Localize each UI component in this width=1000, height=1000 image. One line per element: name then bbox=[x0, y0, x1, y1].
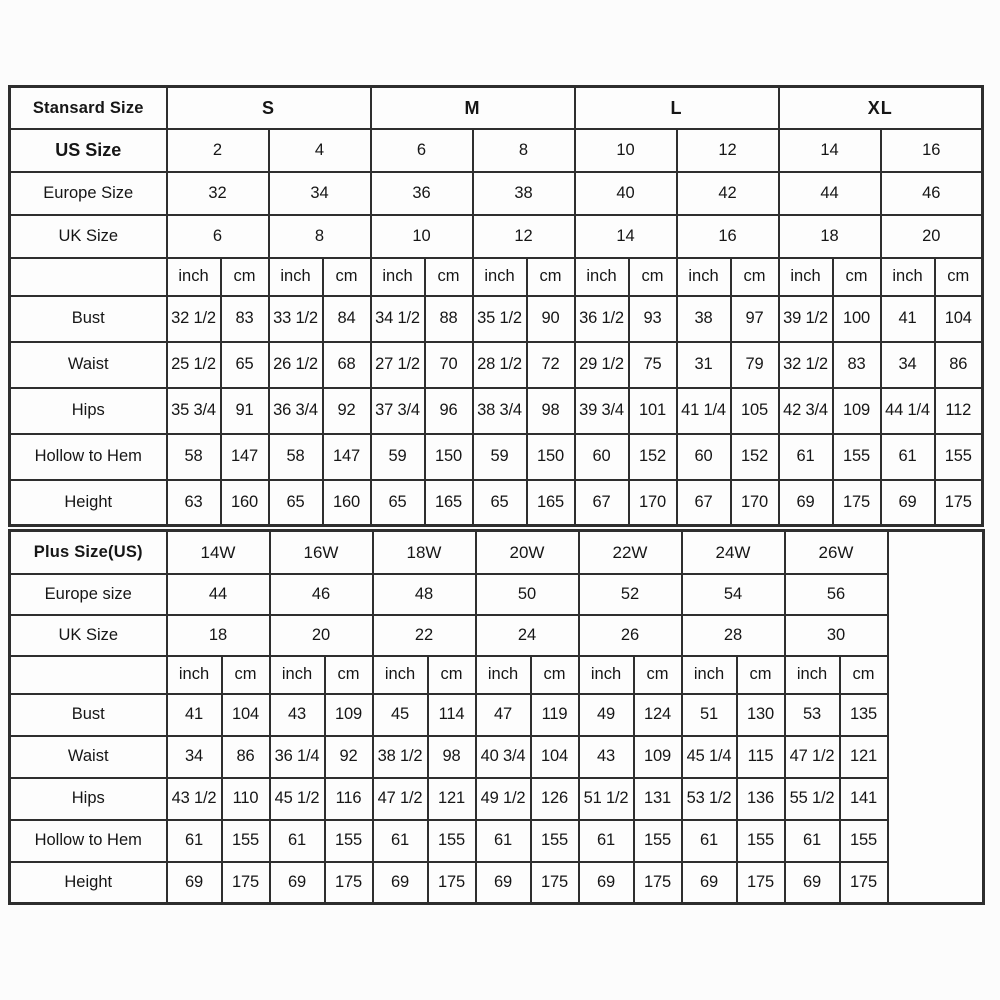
unit-inch-cell: inch bbox=[167, 656, 222, 694]
measurement-value-cell: 43 1/2 bbox=[167, 778, 222, 820]
blank-corner-cell bbox=[10, 258, 167, 296]
size-value-cell: 26 bbox=[579, 615, 682, 656]
measurement-value-cell: 61 bbox=[167, 820, 222, 862]
measurement-value-cell: 165 bbox=[527, 480, 575, 526]
measurement-value-cell: 175 bbox=[833, 480, 881, 526]
size-group-cell: 22W bbox=[579, 531, 682, 574]
size-value-cell: 44 bbox=[779, 172, 881, 215]
measurement-value-cell: 42 3/4 bbox=[779, 388, 833, 434]
measurement-value-cell: 58 bbox=[167, 434, 221, 480]
measurement-value-cell: 36 1/4 bbox=[270, 736, 325, 778]
unit-inch-cell: inch bbox=[373, 656, 428, 694]
unit-cm-cell: cm bbox=[840, 656, 888, 694]
measurement-value-cell: 65 bbox=[371, 480, 425, 526]
measurement-value-cell: 155 bbox=[428, 820, 476, 862]
size-value-cell: 6 bbox=[167, 215, 269, 258]
measurement-value-cell: 45 1/4 bbox=[682, 736, 737, 778]
measurement-value-cell: 104 bbox=[531, 736, 579, 778]
measurement-value-cell: 92 bbox=[323, 388, 371, 434]
unit-cm-cell: cm bbox=[935, 258, 983, 296]
measurement-value-cell: 55 1/2 bbox=[785, 778, 840, 820]
unit-inch-cell: inch bbox=[270, 656, 325, 694]
measurement-value-cell: 69 bbox=[881, 480, 935, 526]
measurement-value-cell: 47 bbox=[476, 694, 531, 736]
measurement-value-cell: 155 bbox=[325, 820, 373, 862]
measurement-value-cell: 175 bbox=[634, 862, 682, 904]
size-group-cell: 24W bbox=[682, 531, 785, 574]
measurement-value-cell: 175 bbox=[531, 862, 579, 904]
size-value-cell: 10 bbox=[575, 129, 677, 172]
measurement-value-cell: 69 bbox=[476, 862, 531, 904]
measurement-value-cell: 175 bbox=[935, 480, 983, 526]
measurement-value-cell: 59 bbox=[473, 434, 527, 480]
measurement-value-cell: 170 bbox=[731, 480, 779, 526]
measurement-value-cell: 109 bbox=[325, 694, 373, 736]
measurement-value-cell: 44 1/4 bbox=[881, 388, 935, 434]
row-label: Bust bbox=[10, 694, 167, 736]
measurement-value-cell: 59 bbox=[371, 434, 425, 480]
size-value-cell: 16 bbox=[881, 129, 983, 172]
measurement-value-cell: 116 bbox=[325, 778, 373, 820]
row-label: Waist bbox=[10, 736, 167, 778]
unit-inch-cell: inch bbox=[371, 258, 425, 296]
measurement-value-cell: 53 1/2 bbox=[682, 778, 737, 820]
measurement-value-cell: 104 bbox=[222, 694, 270, 736]
measurement-value-cell: 170 bbox=[629, 480, 677, 526]
size-value-cell: 48 bbox=[373, 574, 476, 615]
unit-cm-cell: cm bbox=[325, 656, 373, 694]
measurement-value-cell: 69 bbox=[167, 862, 222, 904]
size-value-cell: 38 bbox=[473, 172, 575, 215]
unit-inch-cell: inch bbox=[269, 258, 323, 296]
measurement-value-cell: 152 bbox=[629, 434, 677, 480]
measurement-value-cell: 69 bbox=[785, 862, 840, 904]
measurement-value-cell: 61 bbox=[881, 434, 935, 480]
size-value-cell: 40 bbox=[575, 172, 677, 215]
size-group-cell: 20W bbox=[476, 531, 579, 574]
measurement-value-cell: 100 bbox=[833, 296, 881, 342]
unit-inch-cell: inch bbox=[677, 258, 731, 296]
measurement-value-cell: 175 bbox=[840, 862, 888, 904]
measurement-value-cell: 114 bbox=[428, 694, 476, 736]
measurement-value-cell: 51 bbox=[682, 694, 737, 736]
measurement-value-cell: 119 bbox=[531, 694, 579, 736]
size-value-cell: 20 bbox=[270, 615, 373, 656]
row-label: Height bbox=[10, 480, 167, 526]
measurement-value-cell: 65 bbox=[269, 480, 323, 526]
row-label: Europe Size bbox=[10, 172, 167, 215]
measurement-value-cell: 38 1/2 bbox=[373, 736, 428, 778]
measurement-value-cell: 136 bbox=[737, 778, 785, 820]
measurement-value-cell: 49 1/2 bbox=[476, 778, 531, 820]
size-value-cell: 30 bbox=[785, 615, 888, 656]
row-label: Height bbox=[10, 862, 167, 904]
measurement-value-cell: 51 1/2 bbox=[579, 778, 634, 820]
size-value-cell: 8 bbox=[473, 129, 575, 172]
size-value-cell: 56 bbox=[785, 574, 888, 615]
measurement-value-cell: 155 bbox=[840, 820, 888, 862]
measurement-value-cell: 109 bbox=[833, 388, 881, 434]
measurement-value-cell: 29 1/2 bbox=[575, 342, 629, 388]
measurement-value-cell: 26 1/2 bbox=[269, 342, 323, 388]
measurement-value-cell: 39 3/4 bbox=[575, 388, 629, 434]
measurement-value-cell: 98 bbox=[428, 736, 476, 778]
measurement-value-cell: 72 bbox=[527, 342, 575, 388]
measurement-value-cell: 175 bbox=[222, 862, 270, 904]
measurement-value-cell: 98 bbox=[527, 388, 575, 434]
row-label: Hollow to Hem bbox=[10, 434, 167, 480]
unit-inch-cell: inch bbox=[881, 258, 935, 296]
empty-column-cell bbox=[888, 531, 984, 904]
size-value-cell: 4 bbox=[269, 129, 371, 172]
size-value-cell: 18 bbox=[167, 615, 270, 656]
measurement-value-cell: 155 bbox=[222, 820, 270, 862]
measurement-value-cell: 135 bbox=[840, 694, 888, 736]
size-value-cell: 46 bbox=[881, 172, 983, 215]
measurement-value-cell: 165 bbox=[425, 480, 473, 526]
measurement-value-cell: 150 bbox=[527, 434, 575, 480]
measurement-value-cell: 38 bbox=[677, 296, 731, 342]
measurement-value-cell: 49 bbox=[579, 694, 634, 736]
measurement-value-cell: 109 bbox=[634, 736, 682, 778]
measurement-value-cell: 61 bbox=[682, 820, 737, 862]
measurement-value-cell: 155 bbox=[935, 434, 983, 480]
measurement-value-cell: 79 bbox=[731, 342, 779, 388]
size-value-cell: 16 bbox=[677, 215, 779, 258]
measurement-value-cell: 65 bbox=[221, 342, 269, 388]
measurement-value-cell: 35 3/4 bbox=[167, 388, 221, 434]
measurement-value-cell: 41 bbox=[881, 296, 935, 342]
measurement-value-cell: 47 1/2 bbox=[373, 778, 428, 820]
measurement-value-cell: 34 1/2 bbox=[371, 296, 425, 342]
unit-inch-cell: inch bbox=[579, 656, 634, 694]
measurement-value-cell: 175 bbox=[428, 862, 476, 904]
measurement-value-cell: 124 bbox=[634, 694, 682, 736]
measurement-value-cell: 28 1/2 bbox=[473, 342, 527, 388]
unit-inch-cell: inch bbox=[476, 656, 531, 694]
measurement-value-cell: 32 1/2 bbox=[779, 342, 833, 388]
row-label: Bust bbox=[10, 296, 167, 342]
blank-corner-cell bbox=[10, 656, 167, 694]
measurement-value-cell: 91 bbox=[221, 388, 269, 434]
measurement-value-cell: 63 bbox=[167, 480, 221, 526]
measurement-value-cell: 147 bbox=[221, 434, 269, 480]
measurement-value-cell: 65 bbox=[473, 480, 527, 526]
measurement-value-cell: 104 bbox=[935, 296, 983, 342]
measurement-value-cell: 35 1/2 bbox=[473, 296, 527, 342]
measurement-value-cell: 31 bbox=[677, 342, 731, 388]
measurement-value-cell: 112 bbox=[935, 388, 983, 434]
measurement-value-cell: 101 bbox=[629, 388, 677, 434]
measurement-value-cell: 105 bbox=[731, 388, 779, 434]
measurement-value-cell: 90 bbox=[527, 296, 575, 342]
measurement-value-cell: 160 bbox=[323, 480, 371, 526]
unit-cm-cell: cm bbox=[737, 656, 785, 694]
measurement-value-cell: 155 bbox=[833, 434, 881, 480]
measurement-value-cell: 69 bbox=[682, 862, 737, 904]
measurement-value-cell: 37 3/4 bbox=[371, 388, 425, 434]
size-group-cell: S bbox=[167, 87, 371, 129]
size-value-cell: 12 bbox=[473, 215, 575, 258]
measurement-value-cell: 152 bbox=[731, 434, 779, 480]
measurement-value-cell: 110 bbox=[222, 778, 270, 820]
measurement-value-cell: 175 bbox=[325, 862, 373, 904]
unit-cm-cell: cm bbox=[531, 656, 579, 694]
size-value-cell: 10 bbox=[371, 215, 473, 258]
unit-inch-cell: inch bbox=[779, 258, 833, 296]
measurement-value-cell: 92 bbox=[325, 736, 373, 778]
size-value-cell: 50 bbox=[476, 574, 579, 615]
measurement-value-cell: 36 3/4 bbox=[269, 388, 323, 434]
measurement-value-cell: 45 1/2 bbox=[270, 778, 325, 820]
measurement-value-cell: 43 bbox=[270, 694, 325, 736]
size-value-cell: 6 bbox=[371, 129, 473, 172]
measurement-value-cell: 41 bbox=[167, 694, 222, 736]
size-group-cell: XL bbox=[779, 87, 983, 129]
measurement-value-cell: 34 bbox=[881, 342, 935, 388]
measurement-value-cell: 60 bbox=[677, 434, 731, 480]
measurement-value-cell: 70 bbox=[425, 342, 473, 388]
size-value-cell: 52 bbox=[579, 574, 682, 615]
size-group-cell: L bbox=[575, 87, 779, 129]
measurement-value-cell: 83 bbox=[221, 296, 269, 342]
unit-cm-cell: cm bbox=[629, 258, 677, 296]
size-value-cell: 28 bbox=[682, 615, 785, 656]
measurement-value-cell: 115 bbox=[737, 736, 785, 778]
measurement-value-cell: 38 3/4 bbox=[473, 388, 527, 434]
row-label: Hollow to Hem bbox=[10, 820, 167, 862]
standard-size-table bbox=[8, 85, 984, 527]
row-label: Waist bbox=[10, 342, 167, 388]
measurement-value-cell: 141 bbox=[840, 778, 888, 820]
measurement-value-cell: 130 bbox=[737, 694, 785, 736]
unit-cm-cell: cm bbox=[634, 656, 682, 694]
measurement-value-cell: 86 bbox=[935, 342, 983, 388]
measurement-value-cell: 27 1/2 bbox=[371, 342, 425, 388]
measurement-value-cell: 25 1/2 bbox=[167, 342, 221, 388]
measurement-value-cell: 147 bbox=[323, 434, 371, 480]
size-value-cell: 42 bbox=[677, 172, 779, 215]
row-label: Hips bbox=[10, 778, 167, 820]
measurement-value-cell: 69 bbox=[579, 862, 634, 904]
measurement-value-cell: 160 bbox=[221, 480, 269, 526]
row-label: US Size bbox=[10, 129, 167, 172]
measurement-value-cell: 39 1/2 bbox=[779, 296, 833, 342]
measurement-value-cell: 121 bbox=[428, 778, 476, 820]
size-value-cell: 14 bbox=[575, 215, 677, 258]
measurement-value-cell: 155 bbox=[634, 820, 682, 862]
measurement-value-cell: 61 bbox=[476, 820, 531, 862]
measurement-value-cell: 84 bbox=[323, 296, 371, 342]
measurement-value-cell: 61 bbox=[373, 820, 428, 862]
size-value-cell: 18 bbox=[779, 215, 881, 258]
measurement-value-cell: 45 bbox=[373, 694, 428, 736]
unit-cm-cell: cm bbox=[221, 258, 269, 296]
measurement-value-cell: 41 1/4 bbox=[677, 388, 731, 434]
size-value-cell: 22 bbox=[373, 615, 476, 656]
unit-inch-cell: inch bbox=[473, 258, 527, 296]
measurement-value-cell: 126 bbox=[531, 778, 579, 820]
size-value-cell: 46 bbox=[270, 574, 373, 615]
row-label: UK Size bbox=[10, 215, 167, 258]
measurement-value-cell: 32 1/2 bbox=[167, 296, 221, 342]
measurement-value-cell: 47 1/2 bbox=[785, 736, 840, 778]
size-value-cell: 54 bbox=[682, 574, 785, 615]
size-value-cell: 32 bbox=[167, 172, 269, 215]
measurement-value-cell: 75 bbox=[629, 342, 677, 388]
measurement-value-cell: 175 bbox=[737, 862, 785, 904]
size-value-cell: 34 bbox=[269, 172, 371, 215]
size-group-cell: 16W bbox=[270, 531, 373, 574]
unit-cm-cell: cm bbox=[731, 258, 779, 296]
measurement-value-cell: 67 bbox=[677, 480, 731, 526]
measurement-value-cell: 61 bbox=[579, 820, 634, 862]
unit-cm-cell: cm bbox=[425, 258, 473, 296]
measurement-value-cell: 33 1/2 bbox=[269, 296, 323, 342]
measurement-value-cell: 60 bbox=[575, 434, 629, 480]
unit-inch-cell: inch bbox=[682, 656, 737, 694]
unit-cm-cell: cm bbox=[527, 258, 575, 296]
unit-inch-cell: inch bbox=[785, 656, 840, 694]
measurement-value-cell: 43 bbox=[579, 736, 634, 778]
size-value-cell: 8 bbox=[269, 215, 371, 258]
measurement-value-cell: 83 bbox=[833, 342, 881, 388]
unit-cm-cell: cm bbox=[833, 258, 881, 296]
table-title: Stansard Size bbox=[10, 87, 167, 129]
unit-cm-cell: cm bbox=[222, 656, 270, 694]
unit-cm-cell: cm bbox=[323, 258, 371, 296]
measurement-value-cell: 69 bbox=[373, 862, 428, 904]
size-value-cell: 20 bbox=[881, 215, 983, 258]
measurement-value-cell: 67 bbox=[575, 480, 629, 526]
size-value-cell: 36 bbox=[371, 172, 473, 215]
size-value-cell: 2 bbox=[167, 129, 269, 172]
plus-size-table bbox=[8, 529, 985, 905]
row-label: Hips bbox=[10, 388, 167, 434]
measurement-value-cell: 96 bbox=[425, 388, 473, 434]
measurement-value-cell: 69 bbox=[270, 862, 325, 904]
unit-inch-cell: inch bbox=[167, 258, 221, 296]
measurement-value-cell: 58 bbox=[269, 434, 323, 480]
measurement-value-cell: 88 bbox=[425, 296, 473, 342]
measurement-value-cell: 131 bbox=[634, 778, 682, 820]
measurement-value-cell: 150 bbox=[425, 434, 473, 480]
measurement-value-cell: 40 3/4 bbox=[476, 736, 531, 778]
size-value-cell: 12 bbox=[677, 129, 779, 172]
size-value-cell: 44 bbox=[167, 574, 270, 615]
measurement-value-cell: 34 bbox=[167, 736, 222, 778]
row-label: Europe size bbox=[10, 574, 167, 615]
measurement-value-cell: 61 bbox=[779, 434, 833, 480]
size-value-cell: 14 bbox=[779, 129, 881, 172]
unit-inch-cell: inch bbox=[575, 258, 629, 296]
measurement-value-cell: 53 bbox=[785, 694, 840, 736]
measurement-value-cell: 69 bbox=[779, 480, 833, 526]
measurement-value-cell: 36 1/2 bbox=[575, 296, 629, 342]
unit-cm-cell: cm bbox=[428, 656, 476, 694]
size-value-cell: 24 bbox=[476, 615, 579, 656]
row-label: UK Size bbox=[10, 615, 167, 656]
measurement-value-cell: 93 bbox=[629, 296, 677, 342]
measurement-value-cell: 97 bbox=[731, 296, 779, 342]
measurement-value-cell: 155 bbox=[737, 820, 785, 862]
table-title: Plus Size(US) bbox=[10, 531, 167, 574]
size-group-cell: 14W bbox=[167, 531, 270, 574]
measurement-value-cell: 61 bbox=[270, 820, 325, 862]
size-group-cell: M bbox=[371, 87, 575, 129]
measurement-value-cell: 86 bbox=[222, 736, 270, 778]
measurement-value-cell: 155 bbox=[531, 820, 579, 862]
size-group-cell: 18W bbox=[373, 531, 476, 574]
measurement-value-cell: 121 bbox=[840, 736, 888, 778]
measurement-value-cell: 68 bbox=[323, 342, 371, 388]
measurement-value-cell: 61 bbox=[785, 820, 840, 862]
size-group-cell: 26W bbox=[785, 531, 888, 574]
